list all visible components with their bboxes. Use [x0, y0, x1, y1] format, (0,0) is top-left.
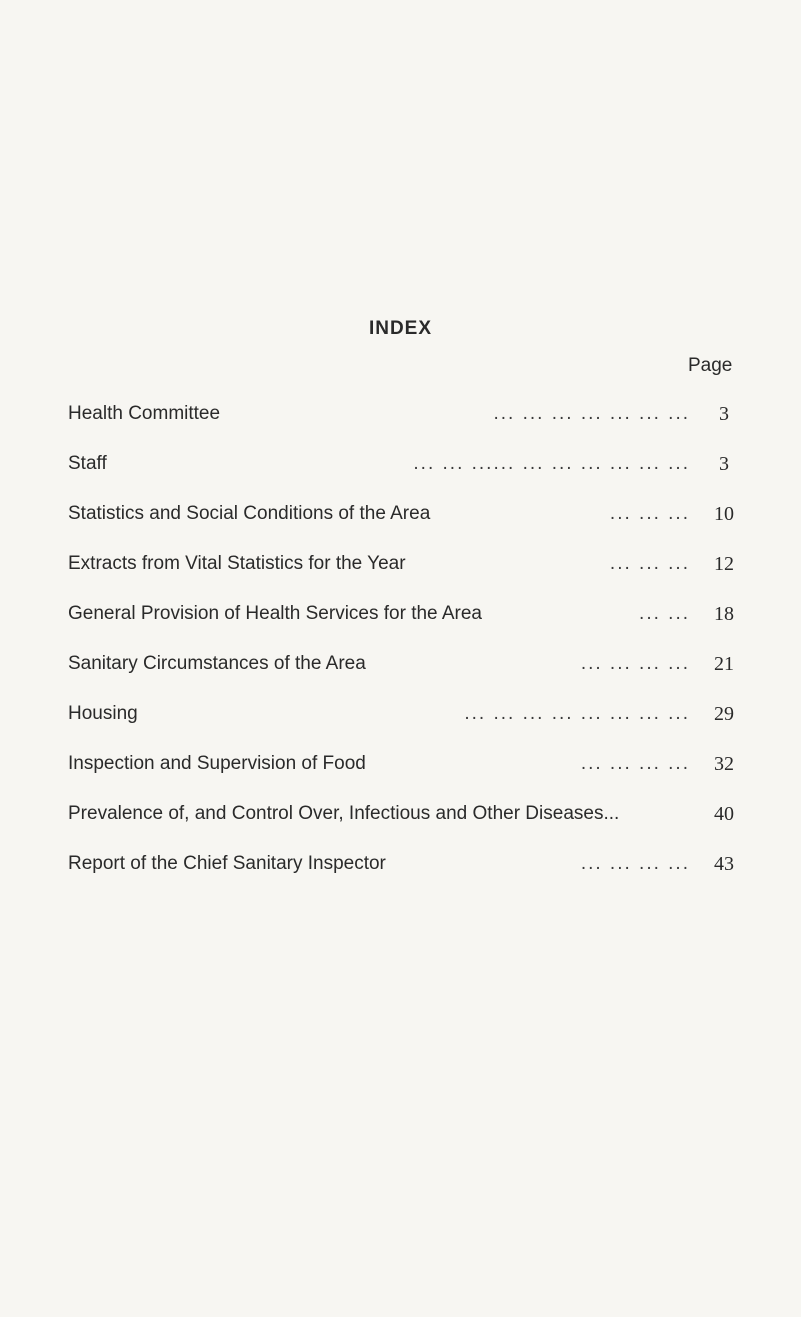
entry-page-number: 3 — [719, 453, 729, 475]
index-entry-housing — [68, 700, 748, 750]
entry-page-number: 3 — [719, 403, 729, 425]
index-entry-infectious-diseases — [68, 800, 748, 850]
dot-leader: ... ... ... — [609, 503, 690, 524]
index-title: INDEX — [368, 318, 433, 339]
entry-page-number: 10 — [714, 503, 734, 525]
index-entry-sanitary-circumstances — [68, 650, 748, 700]
entry-page-number: 32 — [714, 753, 734, 775]
entry-label: General Provision of Health Services for the Area — [68, 603, 482, 624]
entry-page-number: 29 — [714, 703, 734, 725]
index-list — [68, 400, 748, 900]
dot-leader: ... ... ... ... — [580, 653, 690, 674]
entry-page-number: 21 — [714, 653, 734, 675]
dot-leader: ... ... ... ... ... ... ... — [493, 403, 690, 424]
dot-leader: ... ... ... — [609, 553, 690, 574]
page-column-heading: Page — [688, 355, 733, 376]
dot-leader: ... ... ... ... ... ... ... ... — [464, 703, 690, 724]
entry-label: Inspection and Supervision of Food — [68, 753, 366, 774]
entry-label: Prevalence of, and Control Over, Infectious and Other Diseases... — [68, 803, 620, 824]
index-entry-health-committee — [68, 400, 748, 450]
index-entry-food-inspection — [68, 750, 748, 800]
index-entry-chief-sanitary-inspector — [68, 850, 748, 900]
index-entry-health-services — [68, 600, 748, 650]
entry-label: Staff — [68, 453, 107, 474]
entry-page-number: 18 — [714, 603, 734, 625]
entry-label: Housing — [68, 703, 138, 724]
entry-page-number: 12 — [714, 553, 734, 575]
index-entry-vital-statistics — [68, 550, 748, 600]
entry-label: Extracts from Vital Statistics for the Year — [68, 553, 406, 574]
entry-page-number: 40 — [714, 803, 734, 825]
entry-label: Health Committee — [68, 403, 221, 424]
entry-label: Report of the Chief Sanitary Inspector — [68, 853, 386, 874]
entry-label: Statistics and Social Conditions of the Area — [68, 503, 431, 524]
dot-leader: ... ... ... ... — [580, 853, 690, 874]
entry-page-number: 43 — [714, 853, 734, 875]
index-entry-staff — [68, 450, 748, 500]
index-entry-statistics — [68, 500, 748, 550]
dot-leader: ... ... ...... ... ... ... ... ... ... — [413, 453, 690, 474]
dot-leader: ... ... — [639, 603, 690, 624]
dot-leader: ... ... ... ... — [580, 753, 690, 774]
entry-label: Sanitary Circumstances of the Area — [68, 653, 366, 674]
